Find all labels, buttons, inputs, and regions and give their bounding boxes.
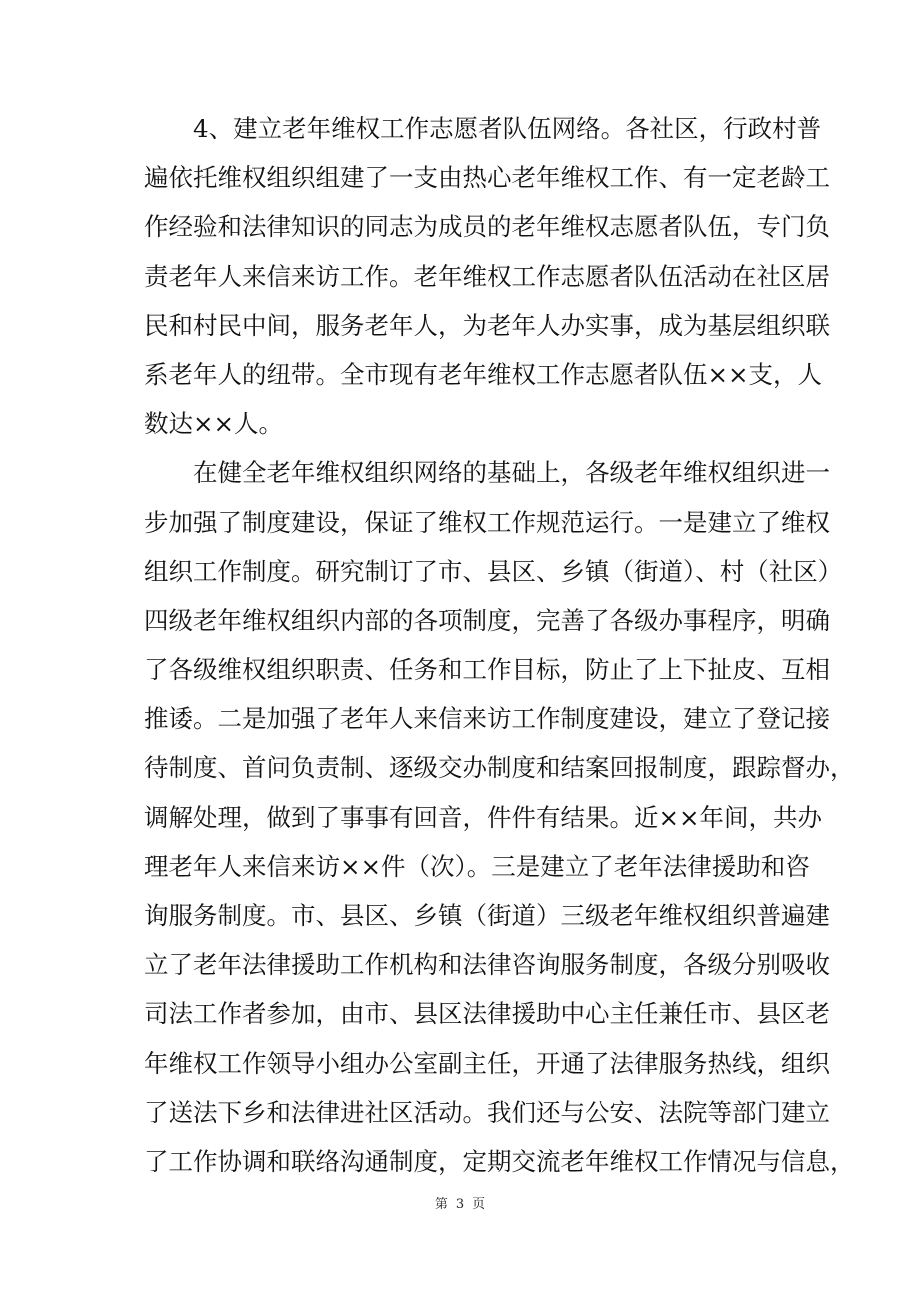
text-line: 系老年人的纽带。全市现有老年维权工作志愿者队伍××支，人 <box>144 359 823 389</box>
text-line: 四级老年维权组织内部的各项制度，完善了各级办事程序，明确 <box>144 605 830 635</box>
body-text <box>144 112 855 1194</box>
text-line: 理老年人来信来访××件（次）。三是建立了老年法律援助和咨 <box>144 851 810 881</box>
text-line: 民和村民中间，服务老年人，为老年人办实事，成为基层组织联 <box>144 310 830 340</box>
text-line: 了送法下乡和法律进社区活动。我们还与公安、法院等部门建立 <box>144 1097 830 1127</box>
text-line: 年维权工作领导小组办公室副主任，开通了法律服务热线，组织 <box>144 1048 830 1078</box>
text-line: 在健全老年维权组织网络的基础上，各级老年维权组织进一 <box>193 458 830 488</box>
text-line: 组织工作制度。研究制订了市、县区、乡镇（街道）、村（社区） <box>144 556 843 586</box>
page-suffix: 页 <box>472 1197 486 1212</box>
text-line: 调解处理，做到了事事有回音，件件有结果。近××年间，共办 <box>144 802 823 832</box>
text-line: 询服务制度。市、县区、乡镇（街道）三级老年维权组织普遍建 <box>144 901 830 930</box>
text-line: 遍依托维权组织组建了一支由热心老年维权工作、有一定老龄工 <box>144 163 830 193</box>
page-number: 3 <box>455 1197 465 1212</box>
text-line: 待制度、首问负责制、逐级交办制度和结案回报制度，跟踪督办， <box>144 753 855 783</box>
text-line: 步加强了制度建设，保证了维权工作规范运行。一是建立了维权 <box>144 507 830 537</box>
text-line: 推诿。二是加强了老年人来信来访工作制度建设，建立了登记接 <box>144 704 830 734</box>
page-prefix: 第 <box>434 1197 448 1212</box>
text-line: 了工作协调和联络沟通制度，定期交流老年维权工作情况与信息， <box>144 1146 855 1176</box>
text-line: 了各级维权组织职责、任务和工作目标，防止了上下扯皮、互相 <box>144 655 830 685</box>
text-line: 作经验和法律知识的同志为成员的老年维权志愿者队伍，专门负 <box>144 212 830 242</box>
text-line: 责老年人来信来访工作。老年维权工作志愿者队伍活动在社区居 <box>144 261 830 291</box>
page-footer <box>0 1195 920 1215</box>
text-line: 立了老年法律援助工作机构和法律咨询服务制度，各级分别吸收 <box>144 950 830 980</box>
text-line: 司法工作者参加，由市、县区法律援助中心主任兼任市、县区老 <box>144 999 830 1029</box>
text-line: 4、建立老年维权工作志愿者队伍网络。各社区，行政村普 <box>193 114 822 143</box>
text-line: 数达××人。 <box>144 409 284 439</box>
